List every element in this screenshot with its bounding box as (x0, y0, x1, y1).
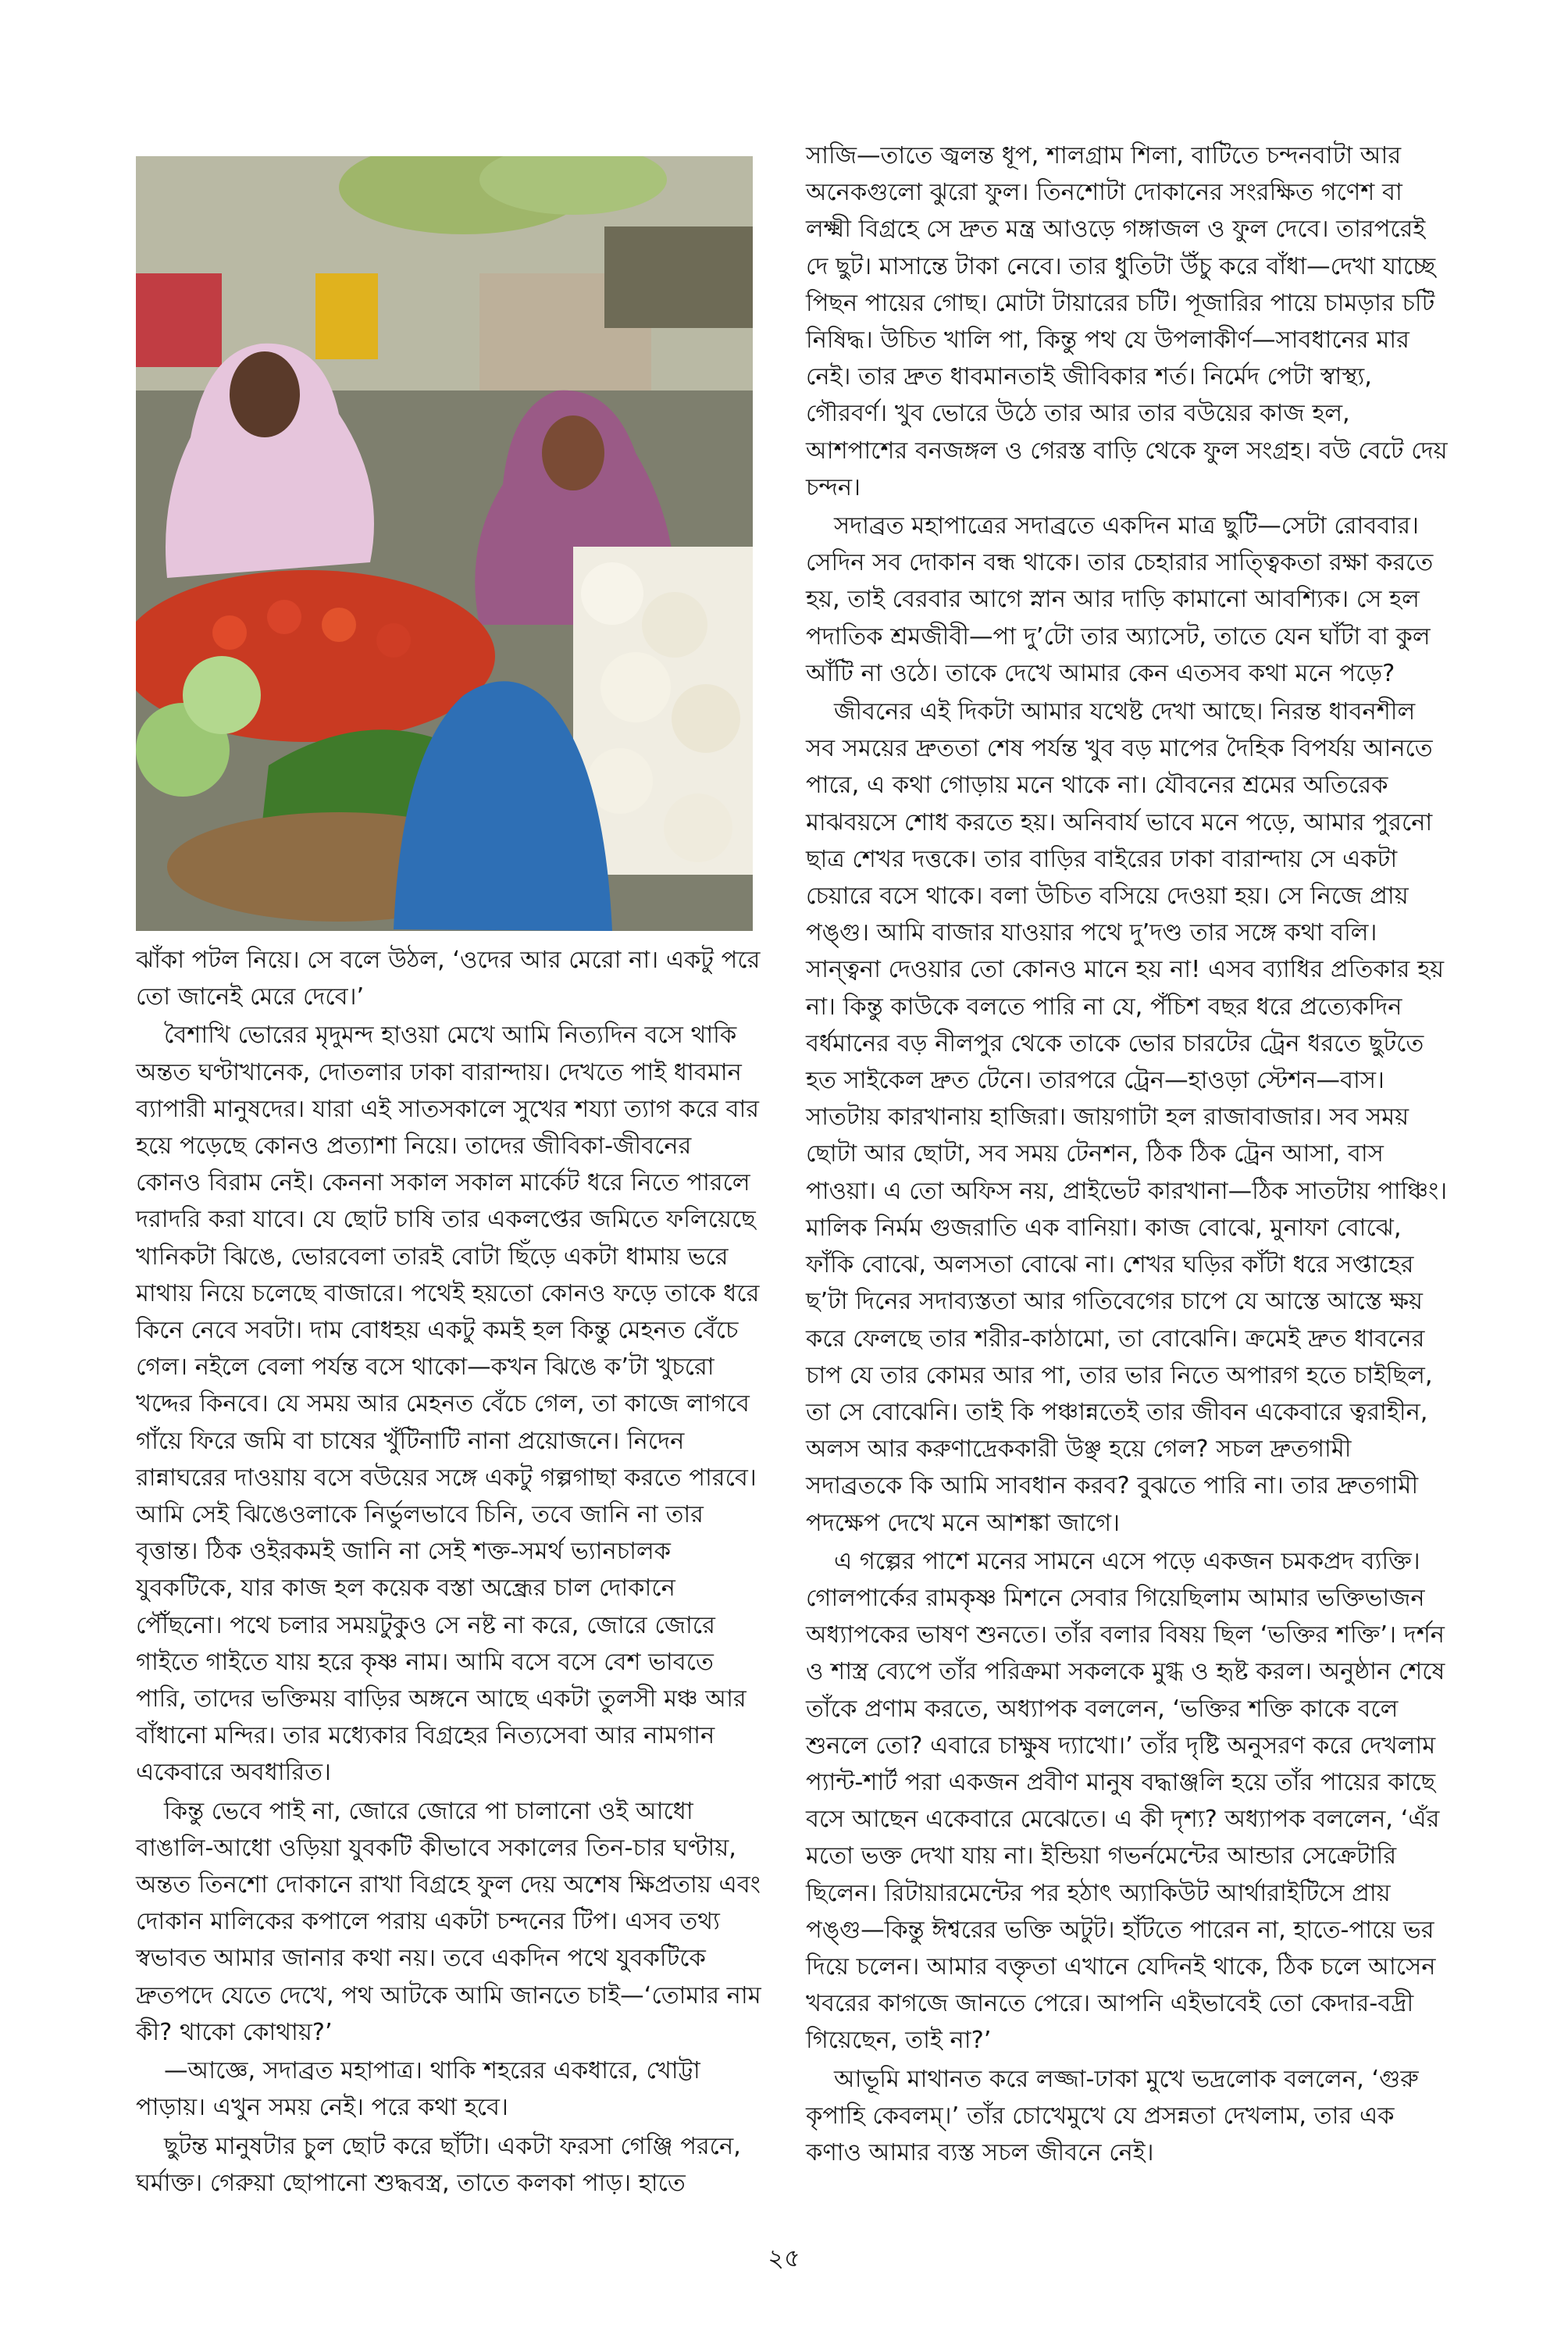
right-column (806, 137, 1449, 2171)
paragraph: —আজ্ঞে, সদাব্রত মহাপাত্র। থাকি শহরের একধারে, খোট্টা পাড়ায়। এখুন সময় নেই। পরে কথা হবে। (136, 2057, 700, 2122)
left-column (136, 942, 762, 2202)
page-number: ২৫ (768, 2243, 800, 2273)
paragraph: ছুটন্ত মানুষটার চুল ছোট করে ছাঁটা। একটা ফরসা গেঞ্জি পরনে, ঘর্মাক্ত। গেরুয়া ছোপানো শুদ্ধবস্ত্র, তাতে কলকা পাড়। হাতে (136, 2132, 741, 2197)
paragraph: এ গল্পের পাশে মনের সামনে এসে পড়ে একজন চমকপ্রদ ব্যক্তি। গোলপার্কের রামকৃষ্ণ মিশনে সেবার গিয়েছিলাম আমার ভক্তিভাজন অধ্যাপকের ভাষণ শুনতে। তাঁর বলার বিষয় ছিল ‘ভক্তির শক্তি’। দর্শন ও শাস্ত্র ব্যেপে তাঁর পরিক্রমা সকলকে মুগ্ধ ও হৃষ্ট করল। অনুষ্ঠান শেষে তাঁকে প্রণাম করতে, অধ্যাপক বললেন, ‘ভক্তির শক্তি কাকে বলে শুনলে তো? এবারে চাক্ষুষ দ্যাখো।’ তাঁর দৃষ্টি অনুসরণ করে দেখলাম প্যান্ট-শার্ট পরা একজন প্রবীণ মানুষ বদ্ধাঞ্জলি হয়ে তাঁর পায়ের কাছে বসে আছেন একেবারে মেঝেতে। এ কী দৃশ্য? অধ্যাপক বললেন, ‘এঁর মতো ভক্ত দেখা যায় না। ইন্ডিয়া গভর্নমেন্টের আন্ডার সেক্রেটারি ছিলেন। রিটায়ারমেন্টের পর হঠাৎ অ্যাকিউট আর্থারাইটিসে প্রায় পঙ্গু—কিন্তু ঈশ্বরের ভক্তি অটুট। হাঁটতে পারেন না, হাতে-পায়ে ভর দিয়ে চলেন। আমার বক্তৃতা এখানে যেদিনই থাকে, ঠিক চলে আসেন খবরের কাগজে জানতে পেরে। আপনি এইভাবেই তো কেদার-বদ্রী গিয়েছেন, তাই না?’ (806, 1547, 1445, 2055)
paragraph: সদাব্রত মহাপাত্রের সদাব্রতে একদিন মাত্র ছুটি—সেটা রোববার। সেদিন সব দোকান বন্ধ থাকে। তার চেহারার সাত্ত্বিকতা রক্ষা করতে হয়, তাই বেরবার আগে স্নান আর দাড়ি কামানো আবশ্যিক। সে হল পদাতিক শ্রমজীবী—পা দু’টো তার অ্যাসেট, তাতে যেন ঘাঁটা বা কুল আঁটি না ওঠে। তাকে দেখে আমার কেন এতসব কথা মনে পড়ে? (806, 512, 1434, 687)
paragraph: জীবনের এই দিকটা আমার যথেষ্ট দেখা আছে। নিরন্ত ধাবনশীল সব সময়ের দ্রুততা শেষ পর্যন্ত খুব বড় মাপের দৈহিক বিপর্যয় আনতে পারে, এ কথা গোড়ায় মনে থাকে না। যৌবনের শ্রমের অতিরেক মাঝবয়সে শোধ করতে হয়। অনিবার্য ভাবে মনে পড়ে, আমার পুরনো ছাত্র শেখর দত্তকে। তার বাড়ির বাইরের ঢাকা বারান্দায় সে একটা চেয়ারে বসে থাকে। বলা উচিত বসিয়ে দেওয়া হয়। সে নিজে প্রায় পঙ্গু। আমি বাজার যাওয়ার পথে দু’দণ্ড তার সঙ্গে কথা বলি। সান্ত্বনা দেওয়ার তো কোনও মানে হয় না! এসব ব্যাধির প্রতিকার হয় না। কিন্তু কাউকে বলতে পারি না যে, পঁচিশ বছর ধরে প্রত্যেকদিন বর্ধমানের বড় নীলপুর থেকে তাকে ভোর চারটের ট্রেন ধরতে ছুটতে হত সাইকেল দ্রুত টেনে। তারপরে ট্রেন—হাওড়া স্টেশন—বাস। সাতটায় কারখানায় হাজিরা। জায়গাটা হল রাজাবাজার। সব সময় ছোটা আর ছোটা, সব সময় টেনশন, ঠিক ঠিক ট্রেন আসা, বাস পাওয়া। এ তো অফিস নয়, প্রাইভেট কারখানা—ঠিক সাতটায় পাঞ্চিং। মালিক নির্মম গুজরাতি এক বানিয়া। কাজ বোঝে, মুনাফা বোঝে, ফাঁকি বোঝে, অলসতা বোঝে না। শেখর ঘড়ির কাঁটা ধরে সপ্তাহের ছ’টা দিনের সদাব্যস্ততা আর গতিবেগের চাপে যে আস্তে আস্তে ক্ষয় করে ফেলছে তার শরীর-কাঠামো, তা বোঝেনি। ক্রমেই দ্রুত ধাবনের চাপ যে তার কোমর আর পা, তার ভার নিতে অপারগ হতে চাইছিল, তা সে বোঝেনি। তাই কি পঞ্চান্নতেই তার জীবন একেবারে ত্বরাহীন, অলস আর করুণাদ্রেককারী উঞ্ছ হয়ে গেল? সচল দ্রুতগামী সদাব্রতকে কি আমি সাবধান করব? বুঝতে পারি না। তার দ্রুতগামী পদক্ষেপ দেখে মনে আশঙ্কা জাগে। (806, 698, 1448, 1537)
paragraph: আভূমি মাথানত করে লজ্জা-ঢাকা মুখে ভদ্রলোক বললেন, ‘গুরু কৃপাহি কেবলম্‌।’ তাঁর চোখেমুখে যে প্রসন্নতা দেখলাম, তার এক কণাও আমার ব্যস্ত সচল জীবনে নেই। (806, 2065, 1419, 2166)
paragraph: কিন্তু ভেবে পাই না, জোরে জোরে পা চালানো ওই আধো বাঙালি-আধো ওড়িয়া যুবকটি কীভাবে সকালের তিন-চার ঘণ্টায়, অন্তত তিনশো দোকানে রাখা বিগ্রহে ফুল দেয় অশেষ ক্ষিপ্রতায় এবং দোকান মালিকের কপালে পরায় একটা চন্দনের টিপ। এসব তথ্য স্বভাবত আমার জানার কথা নয়। তবে একদিন পথে যুবকটিকে দ্রুতপদে যেতে দেখে, পথ আটকে আমি জানতে চাই—‘তোমার নাম কী? থাকো কোথায়?’ (136, 1797, 761, 2046)
paragraph: ঝাঁকা পটল নিয়ে। সে বলে উঠল, ‘ওদের আর মেরো না। একটু পরে তো জানেই মেরে দেবে।’ (136, 947, 761, 1011)
market-photo (136, 156, 753, 931)
paragraph: বৈশাখি ভোরের মৃদুমন্দ হাওয়া মেখে আমি নিত্যদিন বসে থাকি অন্তত ঘণ্টাখানেক, দোতলার ঢাকা বারান্দায়। দেখতে পাই ধাবমান ব্যাপারী মানুষদের। যারা এই সাতসকালে সুখের শয্যা ত্যাগ করে বার হয়ে পড়েছে কোনও প্রত্যাশা নিয়ে। তাদের জীবিকা-জীবনের কোনও বিরাম নেই। কেননা সকাল সকাল মার্কেট ধরে নিতে পারলে দরাদরি করা যাবে। যে ছোট চাষি তার একলপ্তের জমিতে ফলিয়েছে খানিকটা ঝিঙে, ভোরবেলা তারই বোটা ছিঁড়ে একটা ধামায় ভরে মাথায় নিয়ে চলেছে বাজারে। পথেই হয়তো কোনও ফড়ে তাকে ধরে কিনে নেবে সবটা। দাম বোধহয় একটু কমই হল কিন্তু মেহনত বেঁচে গেল। নইলে বেলা পর্যন্ত বসে থাকো—কখন ঝিঙে ক’টা খুচরো খদ্দের কিনবে। যে সময় আর মেহনত বেঁচে গেল, তা কাজে লাগবে গাঁয়ে ফিরে জমি বা চাষের খুঁটিনাটি নানা প্রয়োজনে। নিদেন রান্নাঘরের দাওয়ায় বসে বউয়ের সঙ্গে একটু গল্পগাছা করতে পারবে। আমি সেই ঝিঙেওলাকে নির্ভুলভাবে চিনি, তবে জানি না তার বৃত্তান্ত। ঠিক ওইরকমই জানি না সেই শক্ত-সমর্থ ভ্যানচালক যুবকটিকে, যার কাজ হল কয়েক বস্তা অন্ধ্রের চাল দোকানে পৌঁছনো। পথে চলার সময়টুকুও সে নষ্ট না করে, জোরে জোরে গাইতে গাইতে যায় হরে কৃষ্ণ নাম। আমি বসে বসে বেশ ভাবতে পারি, তাদের ভক্তিময় বাড়ির অঙ্গনে আছে একটা তুলসী মঞ্চ আর বাঁধানো মন্দির। তার মধ্যেকার বিগ্রহের নিত্যসেবা আর নামগান একেবারে অবধারিত। (136, 1022, 760, 1787)
paragraph: সাজি—তাতে জ্বলন্ত ধূপ, শালগ্রাম শিলা, বাটিতে চন্দনবাটা আর অনেকগুলো ঝুরো ফুল। তিনশোটা দোকানের সংরক্ষিত গণেশ বা লক্ষ্মী বিগ্রহে সে দ্রুত মন্ত্র আওড়ে গঙ্গাজল ও ফুল দেবে। তারপরেই দে ছুট। মাসান্তে টাকা নেবে। তার ধুতিটা উঁচু করে বাঁধা—দেখা যাচ্ছে পিছন পায়ের গোছ। মোটা টায়ারের চটি। পূজারির পায়ে চামড়ার চটি নিষিদ্ধ। উচিত খালি পা, কিন্তু পথ যে উপলাকীর্ণ—সাবধানের মার নেই। তার দ্রুত ধাবমানতাই জীবিকার শর্ত। নির্মেদ পেটা স্বাস্থ্য, গৌরবর্ণ। খুব ভোরে উঠে তার আর তার বউয়ের কাজ হল, আশপাশের বনজঙ্গল ও গেরস্ত বাড়ি থেকে ফুল সংগ্রহ। বউ বেটে দেয় চন্দন। (806, 142, 1448, 501)
